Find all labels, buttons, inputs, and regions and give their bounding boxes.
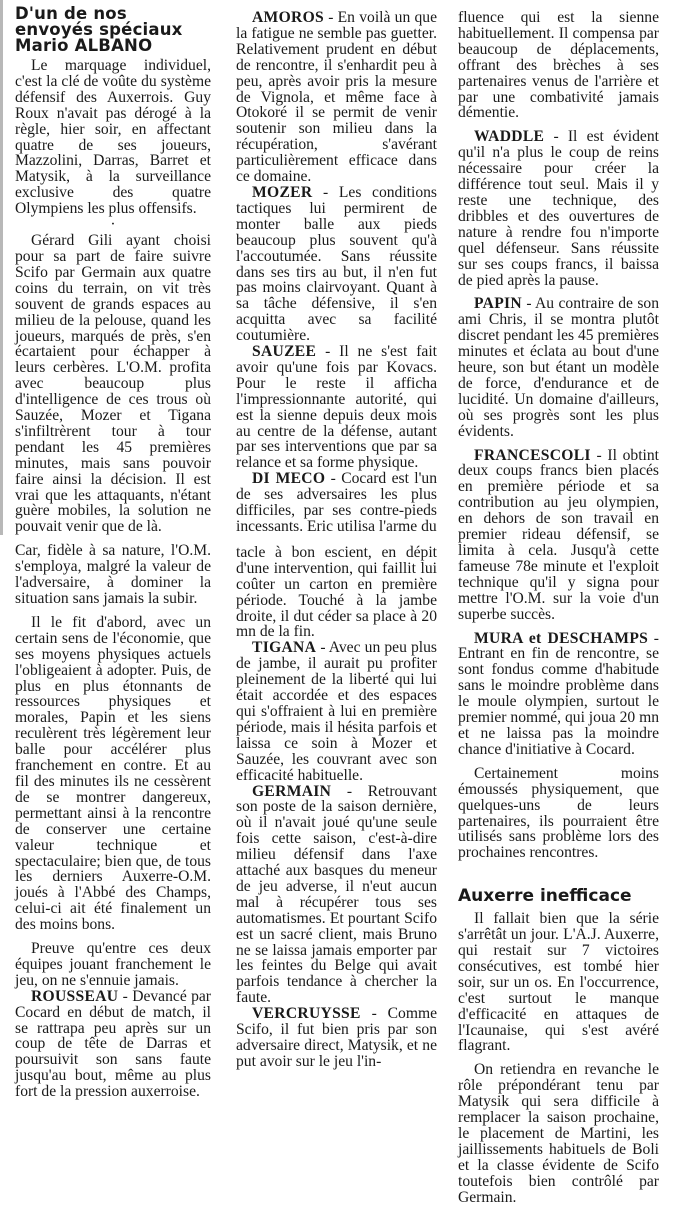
player-comment: - Il est évident qu'il n'a plus le coup de reins nécessaire pour créer la différence tout seul. Mais il y reste une technique, des dribbles et des ouvertures de nature à rendre fou n'importe quel défenseur. Sans réussite sur ses coups francs, il baissa de pied après la pause.	[458, 128, 659, 289]
player-comment: - Comme Scifo, il fut bien pris par son adversaire direct, Matysik, et ne put avoir sur le jeu l'in-	[236, 1005, 437, 1070]
section-paragraph-1: Il fallait bien que la série s'arrêtât un jour. L'A.J. Auxerre, qui restait sur 7 victoires consécutives, est tombé hier soir, sur un os. En l'occurrence, c'est surtout le manque d'efficacité en attaques de l'Icaunaise, qui s'est avéré flagrant.	[458, 910, 659, 1055]
player-name: WADDLE	[474, 128, 545, 146]
player-comment: - Cocard est l'un de ses adversaires les plus difficiles, par ses contre-pieds incessants. Eric utilisa l'arme du	[236, 470, 437, 535]
player-name: SAUZEE	[252, 343, 317, 361]
intro-paragraph-2: Gérard Gili ayant choisi pour sa part de faire suivre Scifo par Germain aux quatre coins du terrain, on vit très souvent de grands espaces au milieu de la pelouse, quand les joueurs, marqués de près, s'en écartaient pour échapper à leurs cerbères. L'O.M. profita avec beaucoup plus d'intelligence de ces trous où Sauzée, Mozer et Tigana s'infiltrèrent tour à tour pendant les 45 premières minutes, mais sans pouvoir faire ainsi la décision. Il est vrai que les attaquants, n'étant guère mobiles, la solution ne pouvait venir que de là.	[15, 232, 211, 536]
player-comment: - Devancé par Cocard en début de match, il se rattrapa peu après sur un coup de tête de Darras et poursuivit son sans faute jusqu'au bout, même au plus fort de la pression auxerroise.	[15, 987, 211, 1101]
player-comment: - Avec un peu plus de jambe, il aurait pu profiter pleinement de la liberté qui lui était accordée et des espaces qui s'offraient à lui en première période, mais il hésita parfois et laissa ce soin à Mozer et Sauzée, les couvrant avec son efficacité habituelle.	[236, 639, 437, 784]
player-name: MOZER	[252, 183, 313, 201]
player-name: PAPIN	[474, 295, 522, 313]
player-rating-rousseau	[15, 989, 211, 1100]
intro-paragraph-5: Preuve qu'entre ces deux équipes jouant franchement le jeu, on ne s'ennuie jamais.	[15, 940, 211, 989]
player-rating-amoros	[236, 10, 437, 185]
player-name: TIGANA	[252, 639, 317, 657]
player-comment: - En voilà un que la fatigue ne semble pas guetter. Relativement prudent en début de rencontre, il s'enhardit peu à peu, après avoir pris la mesure de Vignola, et même face à Otokoré il se permit de venir soutenir son milieu dans la récupération, s'avérant particulièrement efficace dans ce domaine.	[236, 9, 437, 186]
player-name: MURA et DESCHAMPS	[474, 629, 649, 647]
player-rating-francescoli	[458, 448, 659, 623]
player-comment: - Entrant en fin de rencontre, se sont fondus comme d'habitude sans le moindre problème dans le moule olympien, surtout le premier nommé, qui joua 20 mn et ne laissa pas la moindre chance d'initiative à Cocard.	[458, 629, 659, 758]
player-rating-waddle	[458, 129, 659, 288]
byline-line-2: envoyés spéciaux	[15, 20, 183, 39]
byline-line-1: D'un de nos	[15, 4, 127, 23]
player-rating-tigana	[236, 640, 437, 783]
player-comment: - Il obtint deux coups francs bien placés en première période et sa contribution au jeu olympien, en dehors de son travail en premier rideau défensif, se limita à cela. Jusqu'à cette fameuse 78e minute et l'exploit technique qu'il y signa pour mettre l'O.M. sur la voie d'un superbe succès.	[458, 446, 659, 623]
section-paragraph-2: On retiendra en revanche le rôle prépondérant tenu par Matysik qui sera difficile à remplacer la saison prochaine, le placement de Martini, les jaillissements habituels de Boli et la classe évidente de Scifo toutefois bien contrôlé par Germain.	[458, 1061, 659, 1206]
player-name: DI MECO	[252, 470, 326, 488]
player-comment: - Au contraire de son ami Chris, il se montra plutôt discret pendant les 45 premières minutes et éclata au bout d'une heure, son but étant un modèle de force, d'endurance et de lucidité. Un domaine d'ailleurs, où ses progrès sont les plus évidents.	[458, 295, 659, 440]
player-name: ROUSSEAU	[31, 987, 119, 1005]
player-comment: - Il ne s'est fait avoir qu'une fois par Kovacs. Pour le reste il afficha l'impressionnante autorité, qui est la sienne depuis deux mois au centre de la défense, autant par ses interventions que par sa relance et sa forme physique.	[236, 343, 437, 472]
intro-paragraph-1: Le marquage individuel, c'est la clé de voûte du système défensif des Auxerrois. Guy Roux n'avait pas dérogé à la règle, hier soir, en affectant quatre de ses joueurs, Mazzolini, Darras, Barret et Matysik, à la surveillance exclusive des quatre Olympiens les plus offensifs.	[15, 57, 211, 218]
player-rating-di-meco-continued: tacle à bon escient, en dépit d'une intervention, qui faillit lui coûter un carton en première période. Touché à la jambe droite, il dut céder sa place à 20 mn de la fin.	[236, 543, 437, 641]
column-2	[236, 10, 437, 1070]
player-rating-vercruysse	[236, 1006, 437, 1070]
player-rating-mura-deschamps	[458, 631, 659, 758]
section-separator: ·	[110, 216, 116, 234]
column-3	[458, 10, 659, 1206]
player-rating-di-meco	[236, 471, 437, 535]
intro-paragraph-4: Il le fit d'abord, avec un certain sens de l'économie, que ses moyens physiques actuels l'obligeaient à adopter. Puis, de plus en plus étonnants de ressources physiques et morales, Papin et les siens reculèrent très légèrement leur balle pour accélérer plus franchement en contre. Et au fil des minutes ils ne cessèrent de se montrer dangereux, permettant ainsi à la rencontre de conserver une certaine valeur technique et spectaculaire; bien que, de tous les derniers Auxerre-O.M. joués à l'Abbé des Champs, celui-ci ait été finalement un des moins bons.	[15, 613, 211, 934]
player-name: AMOROS	[252, 9, 324, 26]
player-name: FRANCESCOLI	[474, 446, 591, 464]
section-heading: Auxerre inefficace	[458, 886, 632, 907]
intro-paragraph-3: Car, fidèle à sa nature, l'O.M. s'employa, malgré la valeur de l'adversaire, à dominer la situation sans jamais la subir.	[15, 542, 211, 607]
closing-paragraph: Certainement moins émoussés physiquement, que quelques-uns de leurs partenaires, ils pourraient être utilisés sans problème lors des prochaines rencontres.	[458, 764, 659, 862]
player-comment: - Retrouvant son poste de la saison dernière, où il n'avait joué qu'une seule fois cette saison, c'est-à-dire milieu défensif dans l'axe attaché aux basques du meneur de jeu adverse, il n'eut aucun mal à récupérer tous ses automatismes. Et pourtant Scifo est un sacré client, mais Bruno ne se laissa jamais emporter par les feintes du Belge qui avait parfois tendance à chercher la faute.	[236, 782, 437, 1007]
player-name: GERMAIN	[252, 782, 332, 800]
player-comment: - Les conditions tactiques lui permirent de monter balle aux pieds beaucoup plus souvent qu'à l'accoutumée. Sans réussite dans ses tirs au but, il n'en fut pas moins clairvoyant. Quant à sa tâche défensive, il s'en acquitta avec sa facilité coutumière.	[236, 183, 437, 345]
column-rule	[0, 0, 3, 535]
player-name: VERCRUYSSE	[252, 1005, 361, 1023]
player-rating-vercruysse-continued: fluence qui est la sienne habituellement. Il compensa par beaucoup de déplacements, offrant des brèches à ses partenaires venus de l'arrière et par une combativité jamais démentie.	[458, 9, 659, 122]
byline	[15, 6, 211, 54]
player-rating-sauzee	[236, 344, 437, 471]
player-rating-germain	[236, 784, 437, 1007]
player-rating-papin	[458, 296, 659, 439]
player-rating-mozer	[236, 185, 437, 344]
byline-author: Mario ALBANO	[15, 36, 153, 55]
column-1	[15, 0, 211, 1100]
